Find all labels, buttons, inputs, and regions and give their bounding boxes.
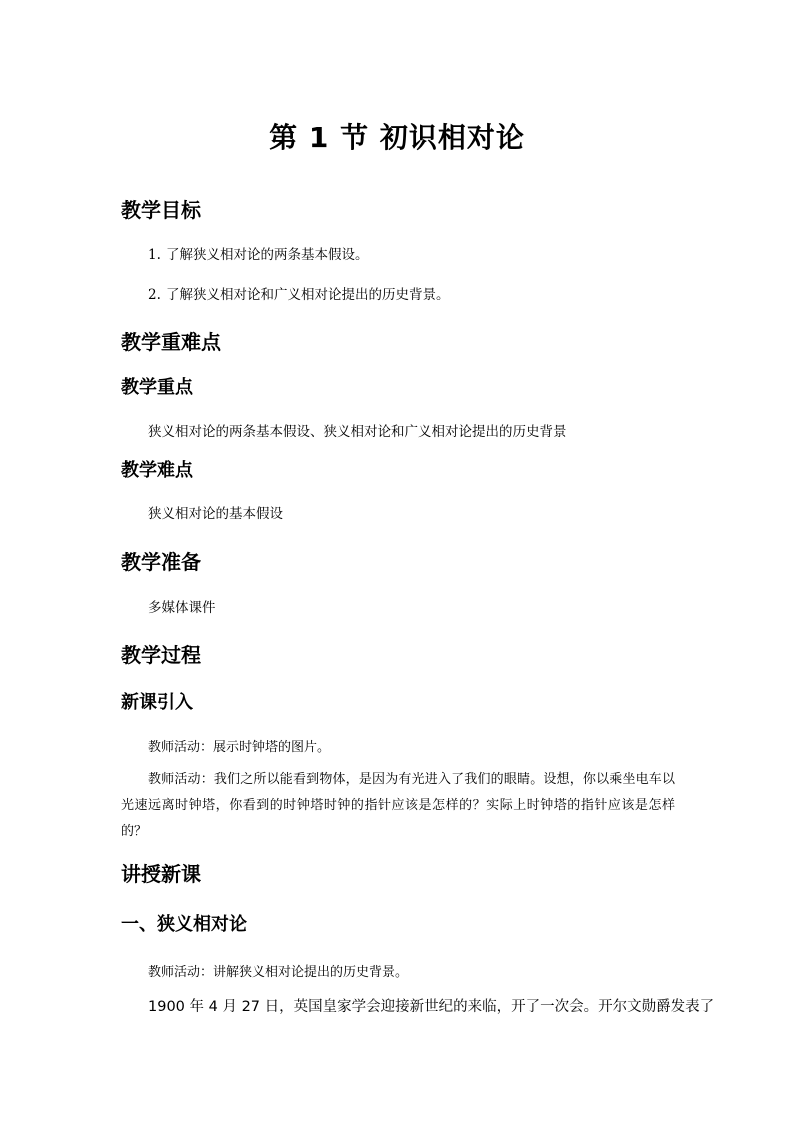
goal-item-2 <box>148 283 450 303</box>
heading-key-points: 教学重点 <box>121 377 193 398</box>
goal-item-1-text: 了解狭义相对论的两条基本假设。 <box>166 247 369 263</box>
goal-item-2-text: 了解狭义相对论和广义相对论提出的历史背景。 <box>166 287 450 303</box>
heading-new-lesson: 讲授新课 <box>121 862 201 886</box>
heading-teaching-process: 教学过程 <box>121 643 201 667</box>
intro-activity-2: 教师活动：我们之所以能看到物体，是因为有光进入了我们的眼睛。设想，你以乘坐电车以光速远离时钟塔，你看到的时钟塔时钟的指针应该是怎样的？实际上时钟塔的指针应该是怎样的？ <box>121 772 675 839</box>
heading-lesson-intro: 新课引入 <box>121 692 193 713</box>
goal-item-1 <box>148 243 369 263</box>
difficult-points-text: 狭义相对论的基本假设 <box>148 506 283 522</box>
goal-item-1-number: 1. <box>148 247 161 263</box>
heading-teaching-goals: 教学目标 <box>121 198 201 222</box>
special-relativity-text: 1900 年 4 月 27 日，英国皇家学会迎接新世纪的来临，开了一次会。开尔文勋爵发表了 <box>148 999 715 1015</box>
heading-key-difficult: 教学重难点 <box>121 330 221 354</box>
goal-item-2-number: 2. <box>148 287 161 303</box>
page-title: 第 1 节 初识相对论 <box>269 121 525 154</box>
heading-difficult-points: 教学难点 <box>121 460 193 481</box>
heading-preparation: 教学准备 <box>121 550 201 574</box>
heading-special-relativity: 一、狭义相对论 <box>121 914 247 935</box>
special-relativity-activity: 教师活动：讲解狭义相对论提出的历史背景。 <box>148 965 409 980</box>
preparation-text: 多媒体课件 <box>148 600 216 616</box>
key-points-text: 狭义相对论的两条基本假设、狭义相对论和广义相对论提出的历史背景 <box>148 424 567 440</box>
intro-activity-1: 教师活动：展示时钟塔的图片。 <box>148 740 331 755</box>
